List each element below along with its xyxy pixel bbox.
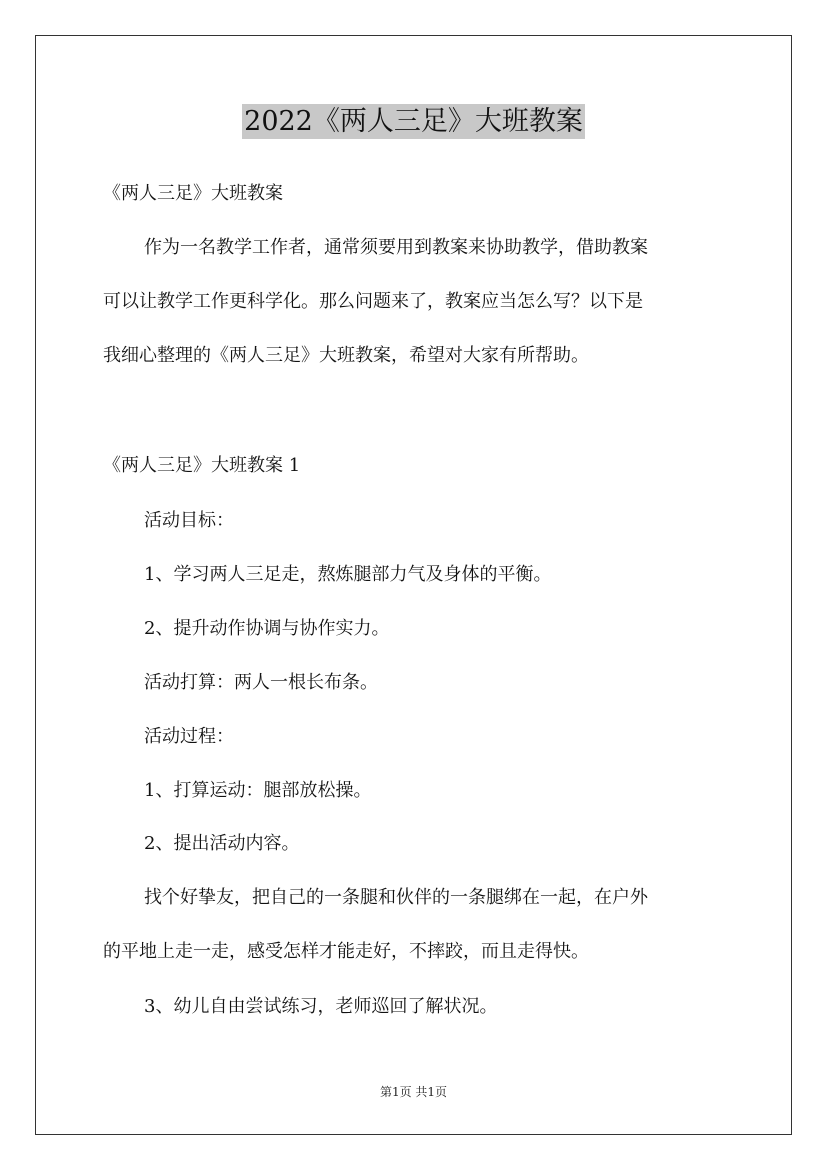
document-title — [0, 100, 827, 144]
page-footer: 第1页 共1页 — [379, 1085, 448, 1099]
body-line: 2、提升动作协调与协作实力。 — [144, 618, 390, 639]
document-title-text: 2022《两人三足》大班教案 — [244, 106, 583, 137]
body-line: 活动打算：两人一根长布条。 — [144, 672, 378, 693]
body-line: 1、打算运动：腿部放松操。 — [144, 780, 372, 801]
body-line: 1、学习两人三足走，熬炼腿部力气及身体的平衡。 — [144, 564, 552, 585]
intro-line-1: 作为一名教学工作者，通常须要用到教案来协助教学，借助教案 — [144, 237, 648, 258]
body-line: 3、幼儿自由尝试练习，老师巡回了解状况。 — [144, 996, 498, 1017]
body-line: 2、提出活动内容。 — [144, 833, 300, 854]
body-line: 活动过程： — [144, 726, 234, 747]
body-line: 的平地上走一走，感受怎样才能走好，不摔跤，而且走得快。 — [103, 941, 589, 962]
body-line: 活动目标： — [144, 510, 234, 531]
section-heading: 《两人三足》大班教案 1 — [103, 455, 301, 476]
intro-line-3: 我细心整理的《两人三足》大班教案，希望对大家有所帮助。 — [103, 345, 589, 366]
body-line: 找个好挚友，把自己的一条腿和伙伴的一条腿绑在一起，在户外 — [144, 887, 648, 908]
document-subtitle: 《两人三足》大班教案 — [103, 183, 283, 204]
intro-line-2: 可以让教学工作更科学化。那么问题来了，教案应当怎么写？以下是 — [103, 291, 643, 312]
